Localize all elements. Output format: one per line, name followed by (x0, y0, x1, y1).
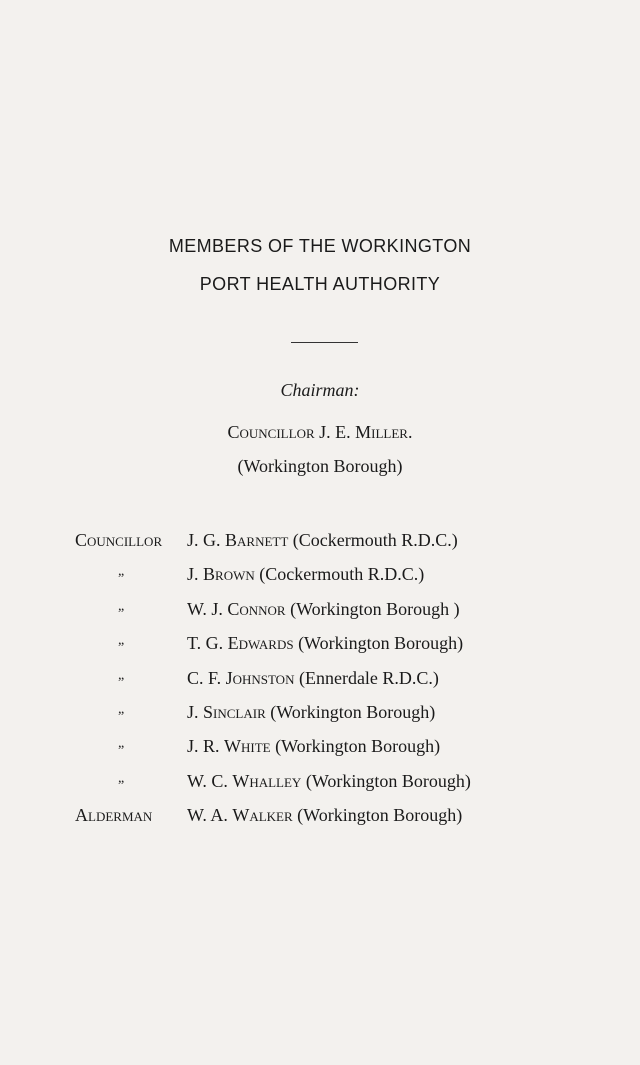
member-name (187, 736, 440, 757)
member-surname: Whalley (232, 770, 302, 791)
member-initials: J. G. (187, 530, 221, 550)
member-title: Councillor (75, 530, 163, 550)
member-area: (Cockermouth R.D.C.) (292, 530, 458, 550)
member-title: Alderman (75, 805, 153, 826)
member-initials: W. J. (187, 598, 223, 619)
member-area: (Workington Borough ) (290, 598, 460, 619)
heading-line-2: PORT HEALTH AUTHORITY (199, 274, 441, 294)
divider-rule (291, 342, 358, 343)
member-name (187, 564, 424, 585)
member-surname: White (224, 736, 271, 757)
chairman-name: Councillor J. E. Miller. (227, 422, 413, 442)
member-initials: W. C. (187, 770, 228, 791)
member-name (187, 633, 463, 654)
member-initials: J. (187, 702, 199, 722)
member-area: (Workington Borough) (275, 736, 441, 757)
member-surname: Barnett (225, 530, 289, 550)
member-initials: T. G. (187, 633, 224, 654)
member-area: (Workington Borough) (270, 702, 436, 722)
member-area: (Cockermouth R.D.C.) (259, 564, 425, 585)
chairman-area: (Workington Borough) (237, 456, 403, 476)
member-surname: Edwards (227, 633, 294, 654)
member-initials: C. F. (187, 667, 222, 688)
member-initials: J. (187, 564, 199, 585)
ditto-mark: „ (118, 564, 125, 580)
member-initials: W. A. (187, 805, 228, 826)
member-name (187, 530, 458, 551)
ditto-mark: „ (118, 598, 125, 614)
member-row (0, 805, 640, 829)
member-name (187, 805, 462, 826)
member-area: (Ennerdale R.D.C.) (298, 667, 439, 688)
member-area: (Workington Borough) (297, 805, 463, 826)
member-area: (Workington Borough) (298, 633, 464, 654)
member-name (187, 771, 471, 792)
member-name (187, 702, 435, 723)
member-row (0, 771, 640, 795)
member-surname: Connor (227, 598, 286, 619)
chairman-heading: Chairman: (280, 380, 360, 400)
member-surname: Johnston (225, 667, 295, 688)
ditto-mark: „ (118, 702, 125, 717)
member-row (0, 702, 640, 726)
member-area: (Workington Borough) (305, 770, 471, 791)
ditto-mark: „ (118, 633, 125, 649)
member-name (187, 668, 439, 689)
member-row (0, 564, 640, 588)
member-row (0, 633, 640, 657)
ditto-mark: „ (118, 770, 125, 786)
heading-line-1: MEMBERS OF THE WORKINGTON (168, 236, 472, 256)
member-row (0, 599, 640, 623)
member-row (0, 668, 640, 692)
member-row (0, 736, 640, 760)
member-surname: Walker (232, 805, 293, 826)
ditto-mark: „ (118, 667, 125, 683)
ditto-mark: „ (118, 736, 125, 752)
member-row (0, 530, 640, 554)
member-initials: J. R. (187, 736, 220, 757)
member-surname: Sinclair (203, 702, 266, 722)
member-name (187, 599, 460, 620)
member-surname: Brown (203, 564, 255, 585)
